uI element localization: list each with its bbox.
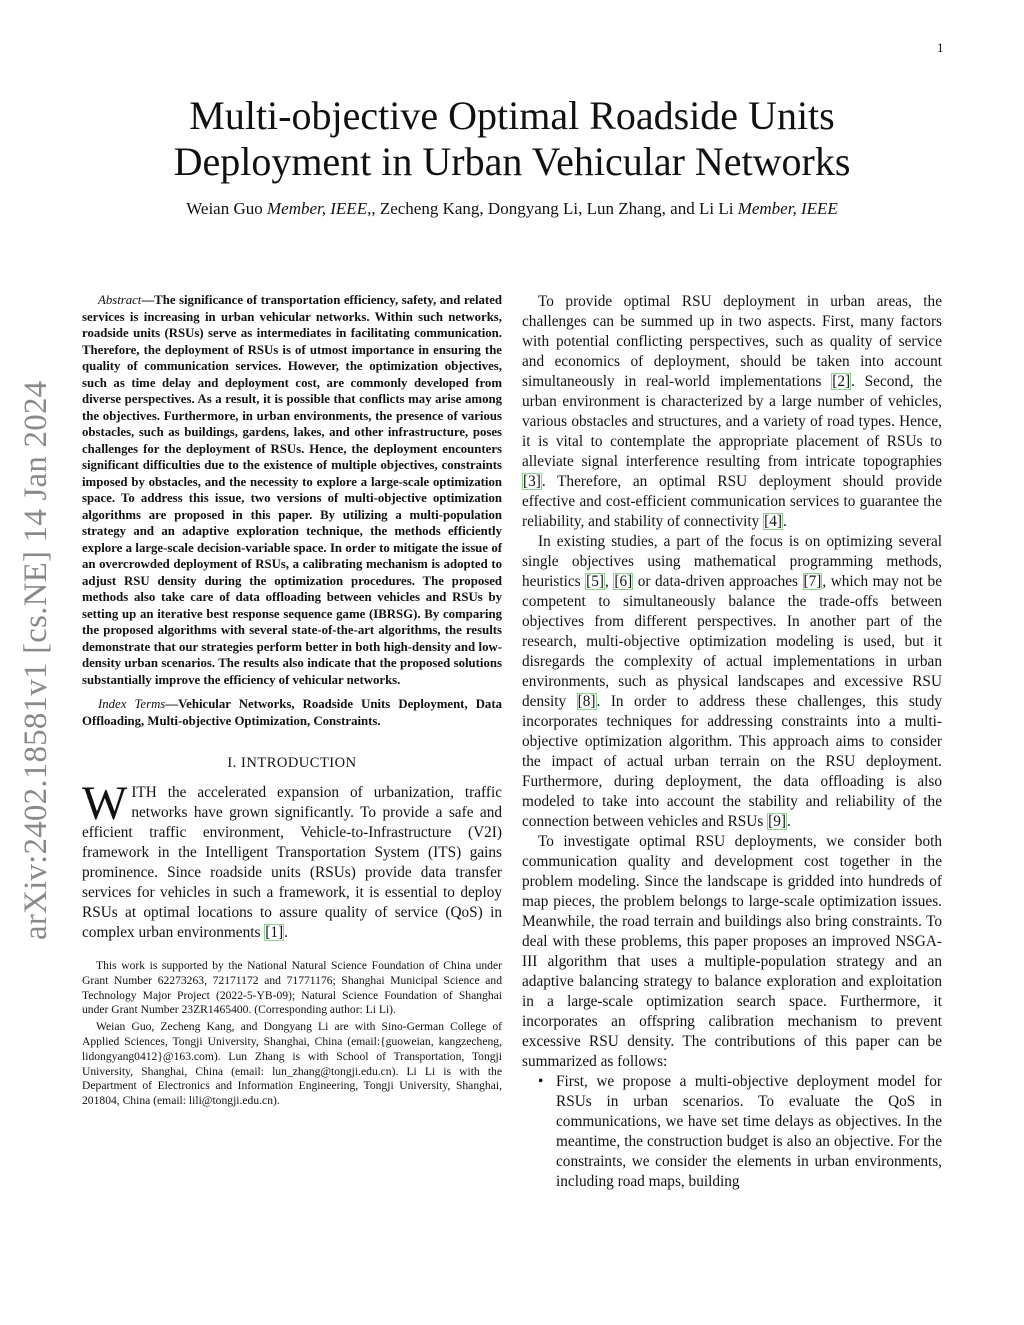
- left-column: [82, 292, 502, 1111]
- citation-link[interactable]: [7]: [803, 573, 822, 590]
- p1-text-b: . Second, the urban environment is characterized by a large number of vehicles, various obstacles and structures, and a variety of road types. Hence, it is vital to contemplate the appropriate placement of RSUs to alleviate signal interference resulting from intricate topographies: [522, 373, 942, 470]
- intro-text: ITH the accelerated expansion of urbanization, traffic networks have grown significantly. To provide a safe and efficient traffic environment, Vehicle-to-Infrastructure (V2I) framework in the Intelligent Transportation System (ITS) gains prominence. Since roadside units (RSUs) provide data transfer services for vehicles in such a framework, it is essential to deploy RSUs at optimal locations to assure quality of service (QoS) in complex urban environments: [82, 784, 502, 941]
- author-part-1: Weian Guo: [186, 199, 267, 218]
- arxiv-identifier-stamp: arXiv:2402.18581v1 [cs.NE] 14 Jan 2024: [18, 380, 54, 940]
- right-column: [522, 292, 942, 1192]
- index-terms-lead: Index Terms: [98, 697, 166, 711]
- paragraph-investigation: To investigate optimal RSU deployments, we consider both communication quality and development cost together in the problem modeling. Since the landscape is gridded into hundreds of map pieces, the problem belongs to large-scale optimization issues. Meanwhile, the road terrain and buildings also bring constraints. To deal with these problems, this paper proposes an improved NSGA-III algorithm that uses a multiple-population strategy and an adaptive balancing strategy to balance exploration and exploitation in a large-scale optimization search space. Furthermore, it incorporates an offspring calibration mechanism to prevent excessive RSU density. The contributions of this paper can be summarized as follows:: [522, 833, 942, 1070]
- page-number: 1: [937, 40, 944, 55]
- section-first-letter: I: [241, 755, 247, 771]
- p1-text-d: .: [783, 513, 787, 530]
- contributions-list: [522, 1072, 942, 1192]
- drop-cap: W: [82, 777, 128, 830]
- citation-link[interactable]: [2]: [832, 373, 851, 390]
- intro-paragraph: [82, 777, 502, 943]
- paragraph-challenges: [522, 292, 942, 532]
- section-heading-introduction: [82, 753, 502, 773]
- p1-text-c: . Therefore, an optimal RSU deployment should provide effective and cost-efficient communication services to guarantee the reliability, and stability of connectivity: [522, 473, 942, 530]
- author-part-2: , Zecheng Kang, Dongyang Li, Lun Zhang, and Li Li: [371, 199, 738, 218]
- citation-link[interactable]: [3]: [523, 473, 541, 490]
- p2-separator: ,: [605, 573, 614, 590]
- p2-text-b: or data-driven approaches: [633, 573, 803, 590]
- intro-end: .: [284, 924, 288, 941]
- author-membership-2: Member, IEEE: [737, 199, 838, 218]
- author-list: [80, 199, 944, 219]
- citation-link[interactable]: [4]: [764, 513, 782, 530]
- abstract-lead: Abstract: [98, 293, 142, 307]
- abstract-text: —The significance of transportation efficiency, safety, and related services is increasing in urban vehicular networks. Within such networks, roadside units (RSUs) serve as intermediates in facilitating communication. Therefore, the deployment of RSUs is of utmost importance in ensuring the quality of communication services. However, the optimization objectives, such as time delay and deployment cost, are commonly developed from diverse perspectives. As a result, it is possible that conflicts may arise among the objectives. Furthermore, in urban environments, the presence of various obstacles, such as buildings, gardens, lakes, and other infrastructure, poses challenges for the deployment of RSUs. Hence, the deployment encounters significant difficulties due to the existence of multiple objectives, constraints imposed by obstacles, and the necessity to explore a large-scale optimization space. To address this issue, two versions of multi-objective optimization algorithms are proposed in this paper. By utilizing a multi-population strategy and an adaptive exploration technique, the methods efficiently explore a large-scale decision-variable space. In order to mitigate the issue of an overcrowded deployment of RSUs, a calibrating mechanism is adopted to adjust RSU density during the optimization procedures. The proposed methods also take care of data offloading between vehicles and RSUs by setting up an iterative best response sequence game (IBRSG). By comparing the proposed algorithms with several state-of-the-art algorithms, the results demonstrate that our strategies perform better in both high-density and low-density urban scenarios. The results also indicate that the proposed solutions substantially improve the efficiency of vehicular networks.: [82, 293, 502, 687]
- p2-text-d: . In order to address these challenges, this study incorporates techniques for addressing constraints into a multi-objective optimization algorithm. This approach aims to consider the impact of actual urban terrain on the RSU deployment. Furthermore, during deployment, the data offloading is also modeled to take into account the stability and reliability of the connection between vehicles and RSUs: [522, 693, 942, 830]
- section-title-rest: NTRODUCTION: [246, 755, 357, 771]
- paragraph-existing-studies: [522, 532, 942, 832]
- p1-text-a: To provide optimal RSU deployment in urban areas, the challenges can be summed up in two aspects. First, many factors with potential conflicting perspectives, such as quality of service and economics of deployment, should be taken into account simultaneously in real-world implementations: [522, 293, 942, 390]
- bullet-icon: •: [538, 1073, 544, 1090]
- p2-text-a: In existing studies, a part of the focus is on optimizing several single objectives using mathematical programming methods, heuristics: [522, 533, 942, 590]
- p2-text-c: , which may not be competent to simultaneously balance the trade-offs between objectives from different perspectives. In another part of the research, multi-objective optimization modeling is used, but it disregards the complexity of actual implementations in urban environments, such as physical landscapes and excessive RSU density: [522, 573, 942, 710]
- title-line-2: Deployment in Urban Vehicular Networks: [173, 139, 851, 184]
- footnote-affiliations: Weian Guo, Zecheng Kang, and Dongyang Li are with Sino-German College of Applied Sciences, Tongji University, Shanghai, China (email:{guoweian, kangzecheng, lidongyang0412}@163.com). Lun Zhang is with School of Transportation, Tongji University, Shanghai, China (email: lun_zhang@tongji.edu.cn). Li Li is with the Department of Electronics and Information Engineering, Tongji University, Shanghai, 201804, China (email: lili@tongji.edu.cn).: [82, 1020, 502, 1108]
- citation-link[interactable]: [5]: [586, 573, 604, 590]
- citation-link[interactable]: [6]: [614, 573, 633, 590]
- footnotes: [82, 959, 502, 1109]
- list-item: [522, 1072, 942, 1192]
- index-terms: [82, 696, 502, 729]
- index-terms-text: —Vehicular Networks, Roadside Units Deployment, Data Offloading, Multi-objective Optimization, Constraints.: [82, 697, 502, 728]
- footnote-support: This work is supported by the National Natural Science Foundation of China under Grant Number 62273263, 72171172 and 71771176; Shanghai Municipal Science and Technology Major Project (2022-5-YB-09); Natural Science Foundation of Shanghai under Grant Number 23ZR1465400. (Corresponding author: Li Li).: [82, 959, 502, 1017]
- section-number: I.: [227, 755, 242, 771]
- author-membership-1: Member, IEEE,: [267, 199, 372, 218]
- citation-link[interactable]: [1]: [265, 924, 284, 941]
- abstract: [82, 292, 502, 688]
- citation-link[interactable]: [8]: [577, 693, 596, 710]
- p2-text-e: .: [786, 813, 791, 830]
- citation-link[interactable]: [9]: [768, 813, 786, 830]
- contribution-text: First, we propose a multi-objective deployment model for RSUs in urban scenarios. To evaluate the QoS in communications, we have set time delays as objectives. In the meantime, the construction budget is also an objective. For the constraints, we consider the elements in urban environments, including road maps, building: [556, 1073, 942, 1190]
- paper-title: [100, 93, 924, 185]
- title-line-1: Multi-objective Optimal Roadside Units: [189, 93, 835, 138]
